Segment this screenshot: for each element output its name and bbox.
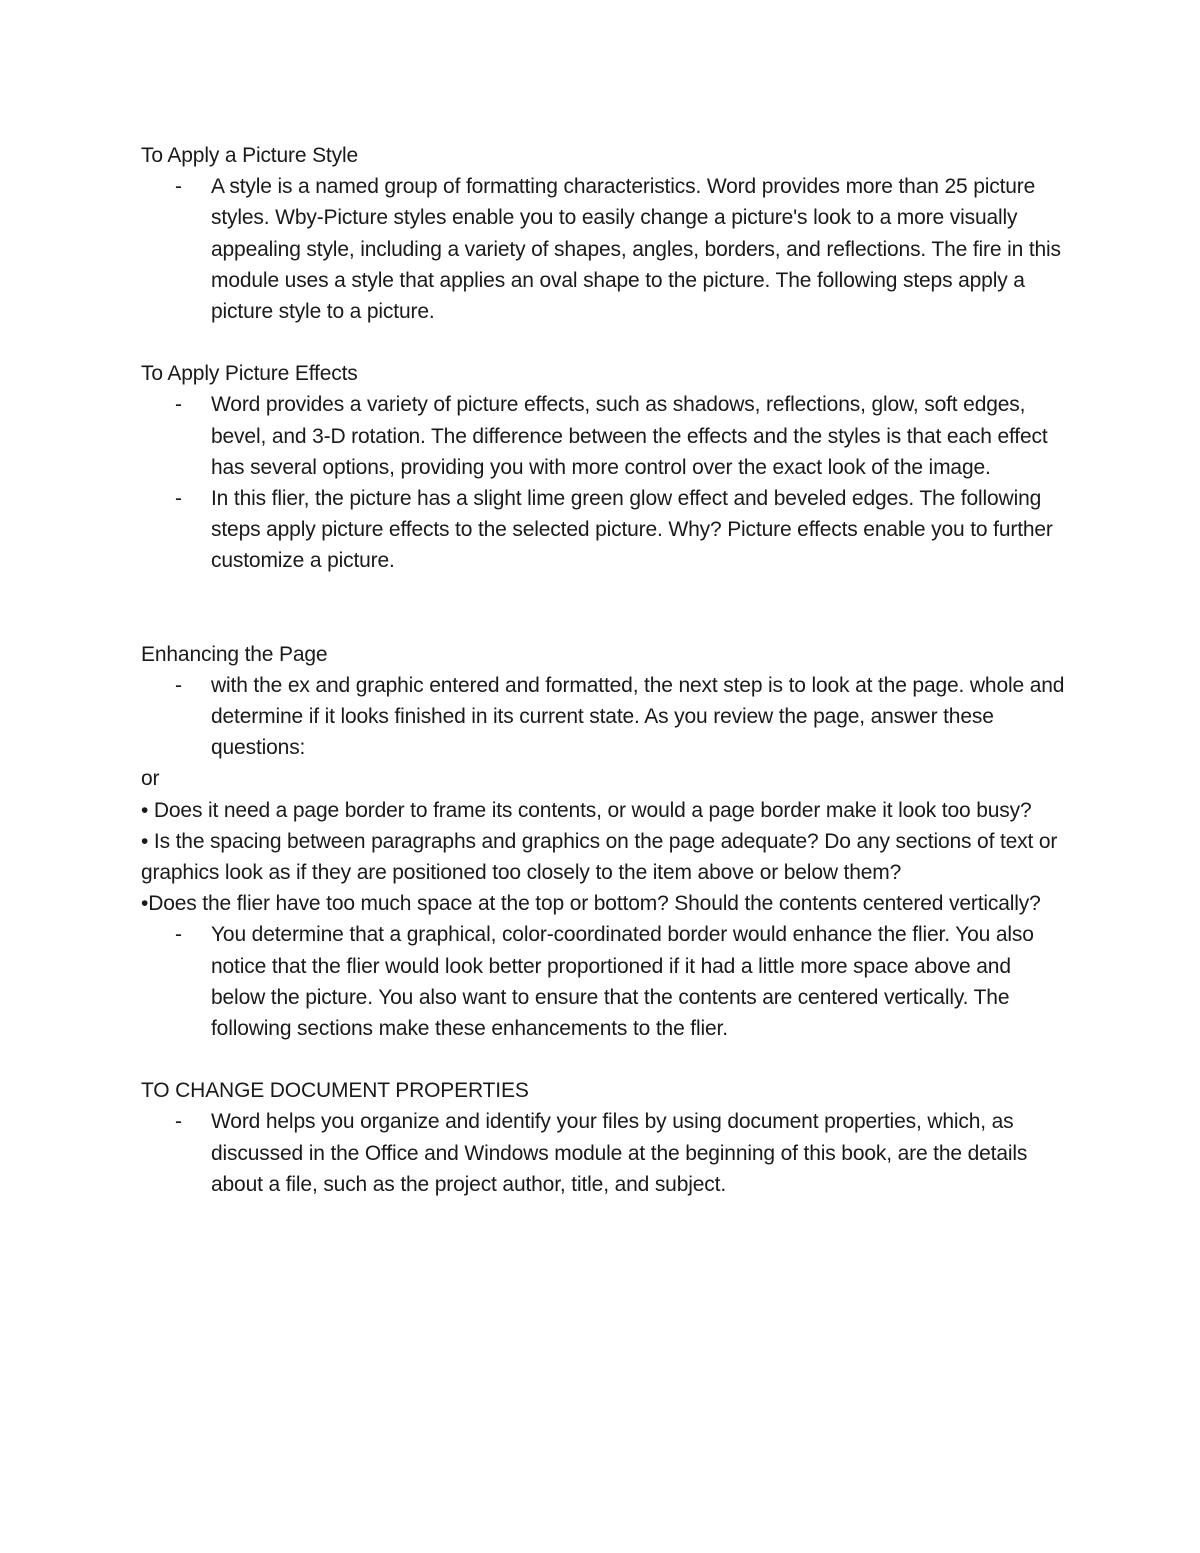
bullet-list [141,1106,1066,1200]
dash-bullet: - [175,923,182,947]
spacer [141,1044,1066,1075]
list-item-text: A style is a named group of formatting characteristics. Word provides more than 25 picture styles. Wby-Picture styles enable you to easily change a picture's look to a more visually appealing style, including a variety of shapes, angles, borders, and reflections. The fire in this module uses a style that applies an oval shape to the picture. The following steps apply a picture style to a picture. [211,175,1061,324]
dash-bullet: - [175,1110,182,1134]
bullet-list [141,919,1066,1044]
dash-bullet: - [175,487,182,511]
section-heading-document-properties: TO CHANGE DOCUMENT PROPERTIES [141,1079,529,1103]
section-heading-enhancing-page: Enhancing the Page [141,642,328,666]
dash-bullet: - [175,393,182,417]
section-heading-picture-effects: To Apply Picture Effects [141,362,358,386]
question-line: • Does it need a page border to frame its contents, or would a page border make it look too busy? [141,798,1032,822]
list-item-text: with the ex and graphic entered and formatted, the next step is to look at the page. whole and determine if it looks finished in its current state. As you review the page, answer these questions: [211,673,1065,760]
list-item [141,1106,1066,1200]
question-line: • Is the spacing between paragraphs and graphics on the page adequate? Do any sections of text or graphics look as if they are positioned too closely to the item above or below them? [141,829,1058,885]
list-item [141,389,1066,483]
bullet-list [141,171,1066,327]
list-item [141,171,1066,327]
bullet-list [141,670,1066,764]
dash-bullet: - [175,673,182,697]
bullet-list [141,389,1066,576]
dash-bullet: - [175,175,182,199]
list-item-text: You determine that a graphical, color-coordinated border would enhance the flier. You also notice that the flier would look better proportioned if it had a little more space above and below the picture. You also want to ensure that the contents are centered vertically. The following sections make these enhancements to the flier. [211,923,1034,1041]
section-heading-picture-style: To Apply a Picture Style [141,144,359,167]
list-item [141,483,1066,577]
question-line: •Does the flier have too much space at the top or bottom? Should the contents centered vertically? [141,892,1041,916]
list-item-text: Word provides a variety of picture effects, such as shadows, reflections, glow, soft edges, bevel, and 3-D rotation. The difference between the effects and the styles is that each effect has several options, providing you with more control over the exact look of the image. [211,393,1048,479]
plain-line: or [141,767,160,791]
list-item [141,919,1066,1044]
list-item-text: Word helps you organize and identify your files by using document properties, which, as discussed in the Office and Windows module at the beginning of this book, are the details about a file, such as the project author, title, and subject. [211,1110,1028,1196]
spacer [141,577,1066,639]
spacer [141,327,1066,358]
list-item-text: In this flier, the picture has a slight lime green glow effect and beveled edges. The following steps apply picture effects to the selected picture. Why? Picture effects enable you to further customize a picture. [211,487,1053,573]
document-body [141,140,1066,1200]
list-item [141,670,1066,764]
